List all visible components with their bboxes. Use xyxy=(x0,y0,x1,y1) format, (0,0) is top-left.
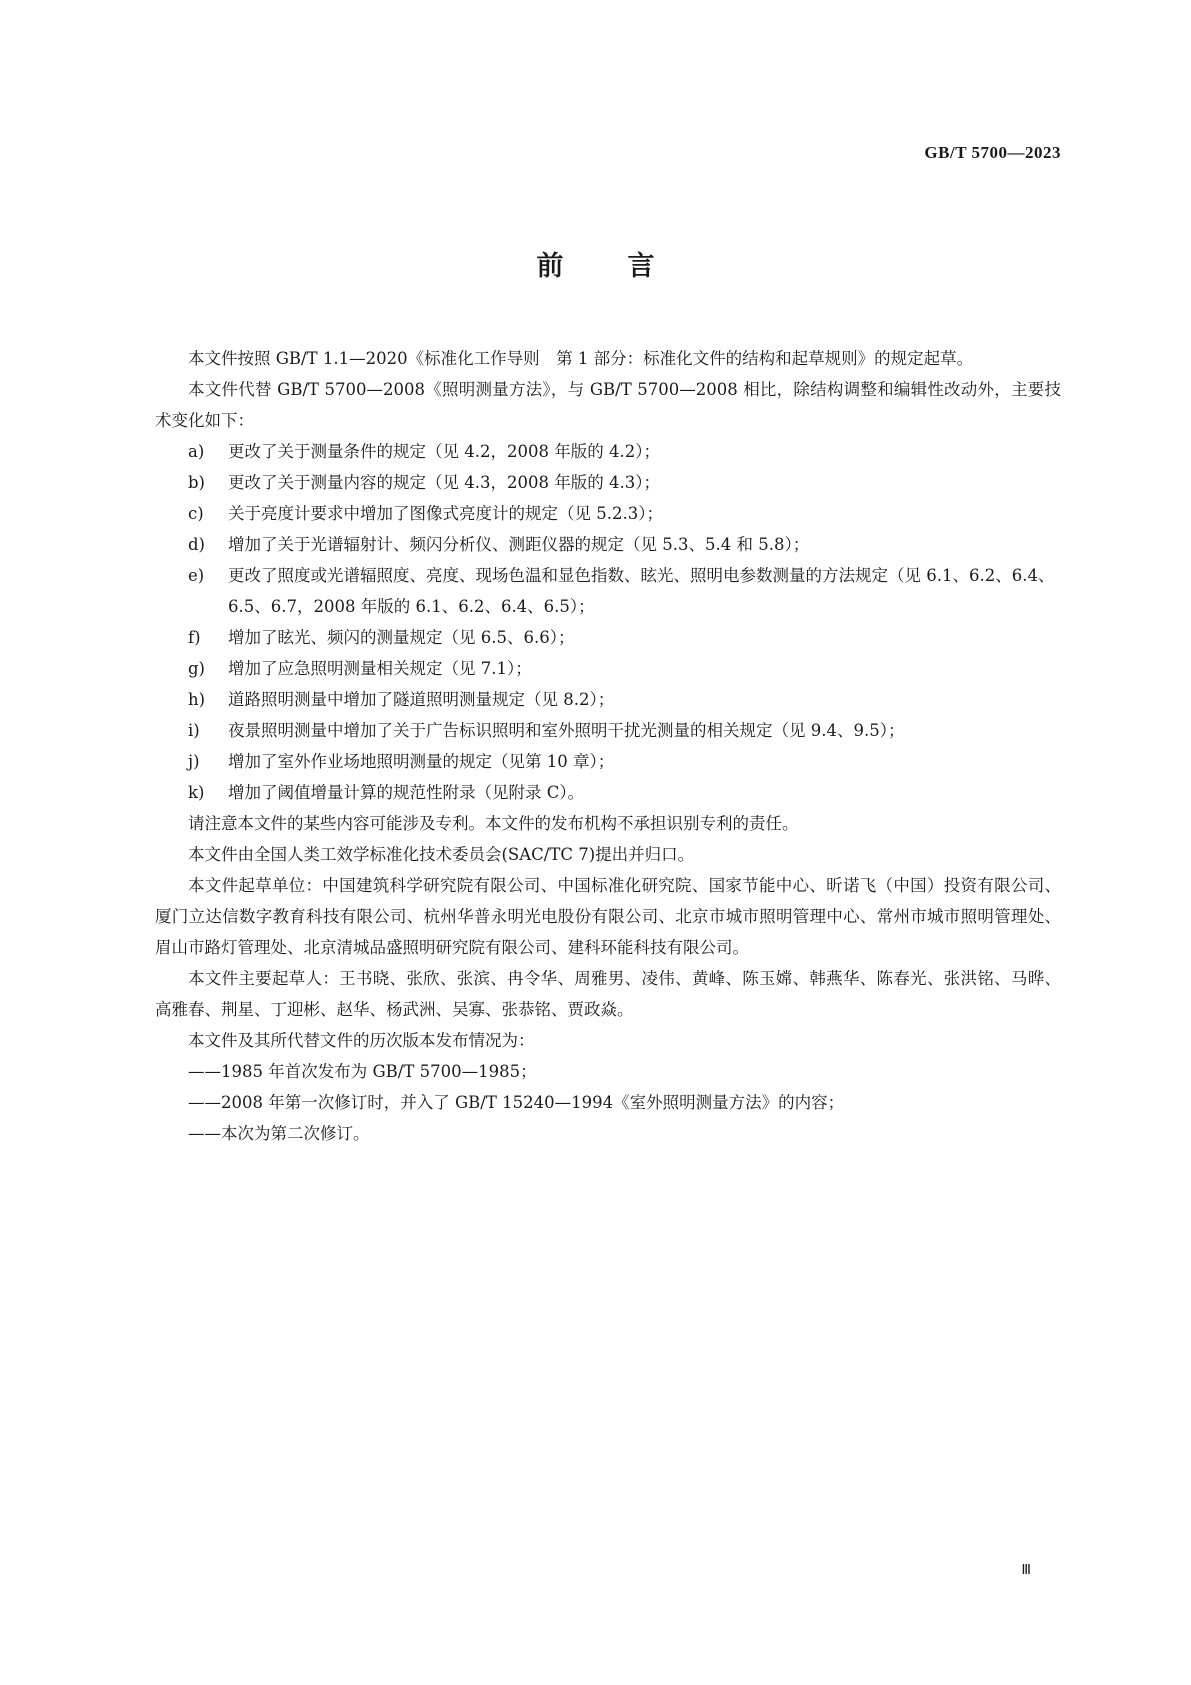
history-item: ——本次为第二次修订。 xyxy=(188,1124,370,1143)
list-item xyxy=(155,622,1061,653)
list-item xyxy=(155,529,1061,560)
list-item xyxy=(155,436,1061,467)
list-item xyxy=(155,777,1061,808)
list-item xyxy=(155,498,1061,529)
history-list xyxy=(155,1056,1061,1149)
list-marker: h) xyxy=(188,690,206,709)
list-marker: g) xyxy=(188,659,205,678)
list-item xyxy=(155,715,1061,746)
history-item: ——2008 年第一次修订时，并入了 GB/T 15240—1994《室外照明测量方法》的内容； xyxy=(188,1093,845,1112)
list-item-text: 更改了关于测量条件的规定（见 4.2，2008 年版的 4.2）； xyxy=(228,442,660,461)
paragraph-history-intro: 本文件及其所代替文件的历次版本发布情况为： xyxy=(188,1031,535,1050)
paragraph-replacement: 本文件代替 GB/T 5700—2008《照明测量方法》，与 GB/T 5700—2008 相比，除结构调整和编辑性改动外，主要技术变化如下： xyxy=(155,380,1061,430)
title-char-1: 前 xyxy=(536,251,564,282)
list-item xyxy=(155,684,1061,715)
list-marker: d) xyxy=(188,535,205,554)
title-char-2: 言 xyxy=(627,251,655,282)
list-marker: f) xyxy=(188,628,201,647)
list-item xyxy=(155,746,1061,777)
change-list xyxy=(155,436,1061,808)
list-item-text: 更改了关于测量内容的规定（见 4.3，2008 年版的 4.3）； xyxy=(228,473,660,492)
list-marker: j) xyxy=(188,752,200,771)
list-item-text: 增加了关于光谱辐射计、频闪分析仪、测距仪器的规定（见 5.3、5.4 和 5.8）； xyxy=(228,535,810,554)
list-marker: a) xyxy=(188,442,205,461)
list-item-text: 增加了眩光、频闪的测量规定（见 6.5、6.6）； xyxy=(228,628,575,647)
paragraph-drafting-units: 本文件起草单位：中国建筑科学研究院有限公司、中国标准化研究院、国家节能中心、昕诺飞（中国）投资有限公司、厦门立达信数字教育科技有限公司、杭州华普永明光电股份有限公司、北京市城市照明管理中心、常州市城市照明管理处、眉山市路灯管理处、北京清城品盛照明研究院有限公司、建科环能科技有限公司。 xyxy=(155,876,1061,957)
paragraph-drafting-rules: 本文件按照 GB/T 1.1—2020《标准化工作导则 第 1 部分：标准化文件的结构和起草规则》的规定起草。 xyxy=(188,349,974,368)
list-item xyxy=(155,653,1061,684)
paragraph-drafters: 本文件主要起草人：王书晓、张欣、张滨、冉令华、周雅男、凌伟、黄峰、陈玉嫦、韩燕华、陈春光、张洪铭、马晔、高雅春、荆星、丁迎彬、赵华、杨武洲、吴寡、张恭铭、贾政焱。 xyxy=(155,969,1061,1019)
page-title xyxy=(0,244,1191,283)
list-item xyxy=(155,560,1061,622)
list-item-text: 增加了阈值增量计算的规范性附录（见附录 C）。 xyxy=(228,783,585,802)
list-marker: i) xyxy=(188,721,200,740)
standard-code: GB/T 5700—2023 xyxy=(924,143,1061,162)
list-marker: e) xyxy=(188,566,205,585)
paragraph-proposer: 本文件由全国人类工效学标准化技术委员会(SAC/TC 7)提出并归口。 xyxy=(188,845,695,864)
page-number: Ⅲ xyxy=(1021,1563,1031,1578)
list-item-text: 增加了室外作业场地照明测量的规定（见第 10 章）； xyxy=(228,752,615,771)
history-item: ——1985 年首次发布为 GB/T 5700—1985； xyxy=(188,1062,537,1081)
list-marker: c) xyxy=(188,504,204,523)
list-item-text: 夜景照明测量中增加了关于广告标识照明和室外照明干扰光测量的相关规定（见 9.4、9.5）； xyxy=(228,721,905,740)
list-item-text: 关于亮度计要求中增加了图像式亮度计的规定（见 5.2.3）； xyxy=(228,504,663,523)
list-marker: b) xyxy=(188,473,205,492)
list-item xyxy=(155,467,1061,498)
paragraph-patent-notice: 请注意本文件的某些内容可能涉及专利。本文件的发布机构不承担识别专利的责任。 xyxy=(188,814,799,833)
preface-body xyxy=(155,343,1061,1149)
list-item-text: 更改了照度或光谱辐照度、亮度、现场色温和显色指数、眩光、照明电参数测量的方法规定（见 6.1、6.2、6.4、6.5、6.7，2008 年版的 6.1、6.2、6.4、6.5）； xyxy=(228,566,1055,616)
list-item-text: 增加了应急照明测量相关规定（见 7.1）； xyxy=(228,659,532,678)
list-marker: k) xyxy=(188,783,205,802)
list-item-text: 道路照明测量中增加了隧道照明测量规定（见 8.2）； xyxy=(228,690,615,709)
